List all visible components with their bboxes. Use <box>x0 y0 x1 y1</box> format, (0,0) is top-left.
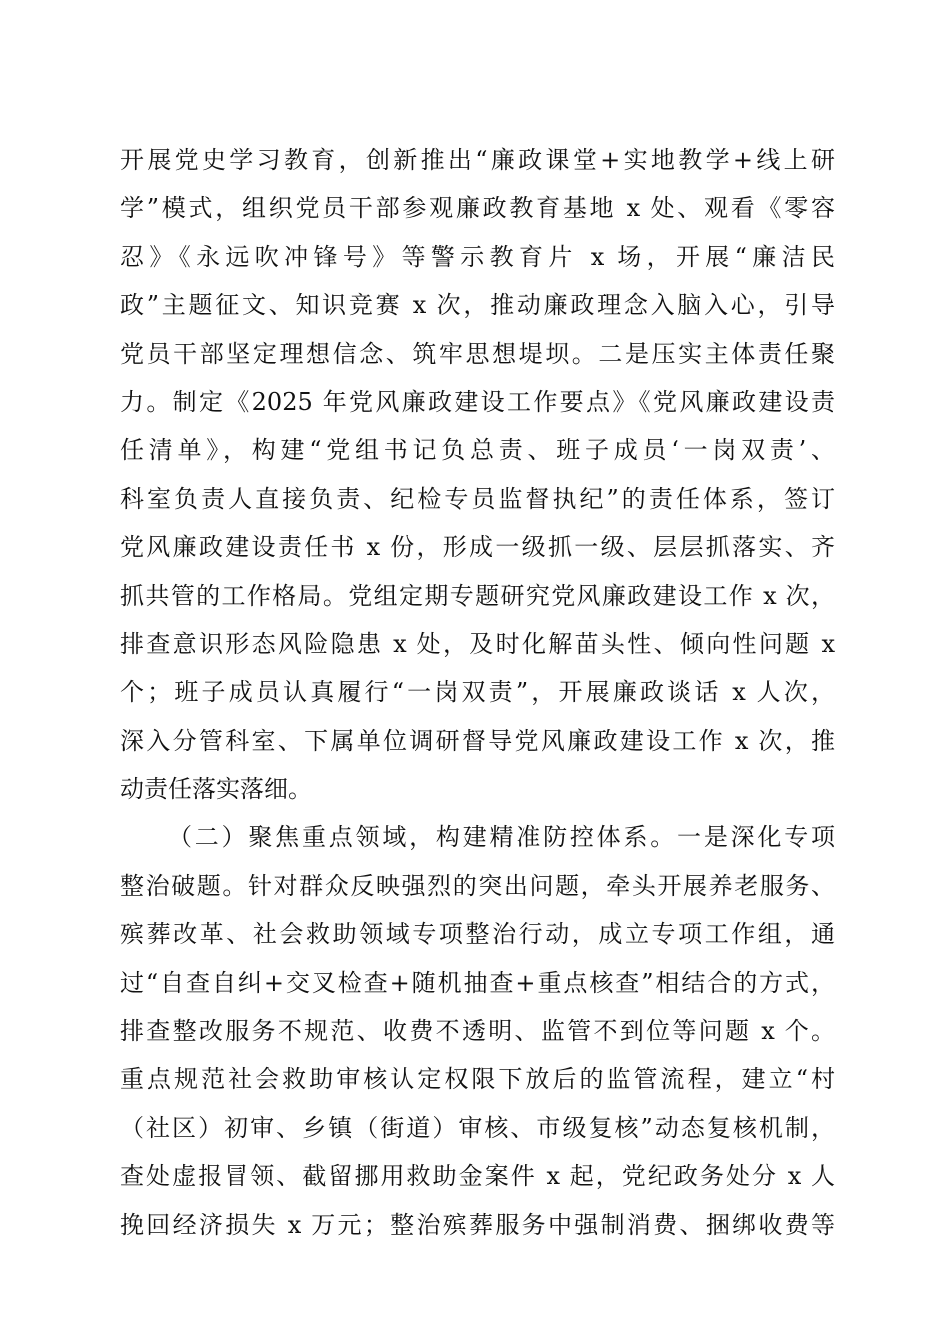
text-line: 政”主题征文、知识竞赛 x 次，推动廉政理念入脑入心，引导 <box>120 291 835 320</box>
text-line: 忍》《永远吹冲锋号》等警示教育片 x 场，开展“廉洁民 <box>120 242 835 271</box>
paragraph-end-line: 动责任落实落细。 <box>120 775 312 804</box>
text-line: 排查整改服务不规范、收费不透明、监管不到位等问题 x 个。 <box>120 1017 835 1046</box>
text-line: 个；班子成员认真履行“一岗双责”，开展廉政谈话 x 人次， <box>120 678 835 707</box>
text-line: 查处虚报冒领、截留挪用救助金案件 x 起，党纪政务处分 x 人 <box>120 1162 835 1191</box>
text-line: 重点规范社会救助审核认定权限下放后的监管流程，建立“村 <box>120 1065 835 1094</box>
text-line: （社区）初审、乡镇（街道）审核、市级复核”动态复核机制， <box>120 1113 835 1142</box>
text-line: 殡葬改革、社会救助领域专项整治行动，成立专项工作组，通 <box>120 920 835 949</box>
text-line: 过“自查自纠+交叉检查+随机抽查+重点核查”相结合的方式， <box>120 968 835 997</box>
text-line: 整治破题。针对群众反映强烈的突出问题，牵头开展养老服务、 <box>120 871 835 900</box>
text-line: 党员干部坚定理想信念、筑牢思想堤坝。二是压实主体责任聚 <box>120 339 835 368</box>
text-line: 科室负责人直接负责、纪检专员监督执纪”的责任体系，签订 <box>120 484 835 513</box>
text-line: 抓共管的工作格局。党组定期专题研究党风廉政建设工作 x 次， <box>120 581 835 610</box>
section-heading-line: （二）聚焦重点领域，构建精准防控体系。一是深化专项 <box>168 823 835 852</box>
text-line: 排查意识形态风险隐患 x 处，及时化解苗头性、倾向性问题 x <box>120 629 835 658</box>
text-line: 深入分管科室、下属单位调研督导党风廉政建设工作 x 次，推 <box>120 726 835 755</box>
text-line: 挽回经济损失 x 万元；整治殡葬服务中强制消费、捆绑收费等 <box>120 1210 835 1239</box>
text-line: 学”模式，组织党员干部参观廉政教育基地 x 处、观看《零容 <box>120 194 835 223</box>
text-line: 力。制定《2025 年党风廉政建设工作要点》《党风廉政建设责 <box>120 387 835 416</box>
text-line: 开展党史学习教育，创新推出“廉政课堂+实地教学+线上研 <box>120 146 835 174</box>
text-line: 任清单》，构建“党组书记负总责、班子成员‘一岗双责’、 <box>120 436 835 465</box>
body-text <box>120 136 835 1249</box>
text-line: 党风廉政建设责任书 x 份，形成一级抓一级、层层抓落实、齐 <box>120 533 835 562</box>
